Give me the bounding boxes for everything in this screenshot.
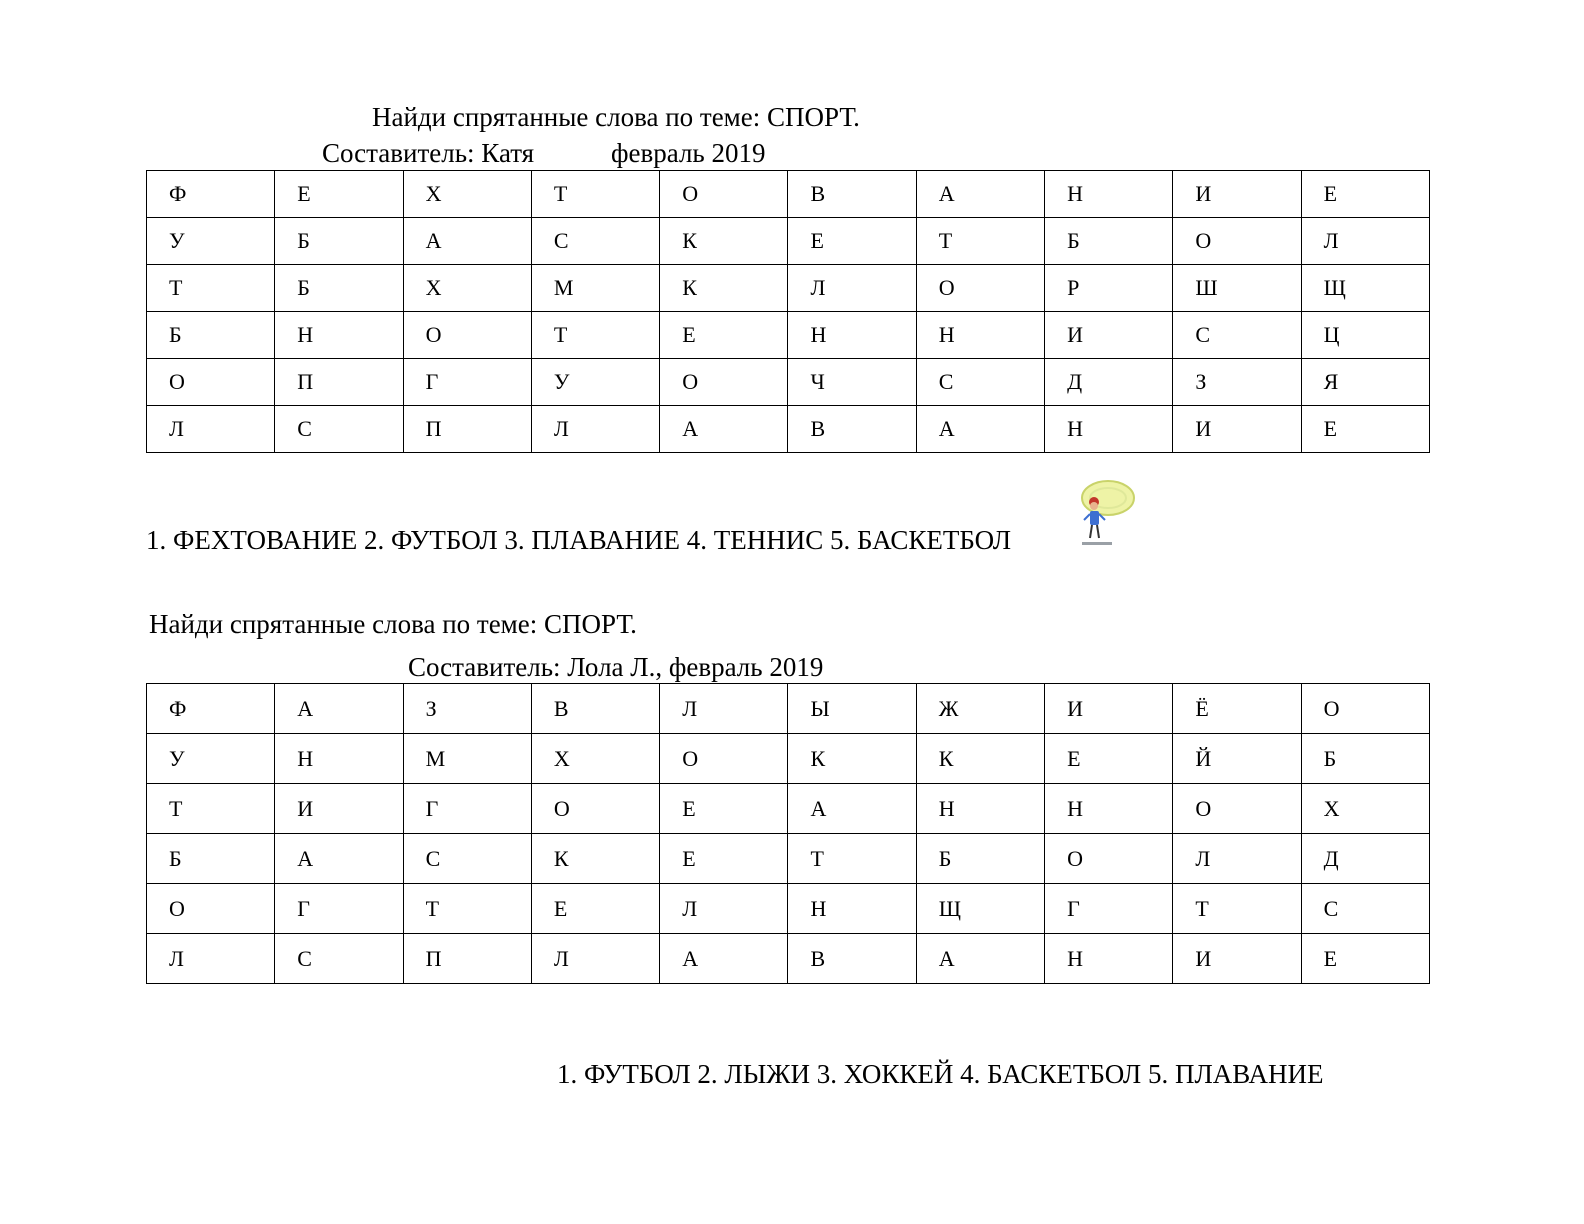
grid-cell: Х: [531, 734, 659, 784]
grid-cell: А: [275, 684, 403, 734]
grid-cell: О: [660, 734, 788, 784]
grid-cell: Д: [1045, 359, 1173, 406]
grid-cell: Я: [1301, 359, 1429, 406]
grid-cell: С: [1301, 884, 1429, 934]
grid-cell: Е: [1301, 934, 1429, 984]
grid-cell: Щ: [916, 884, 1044, 934]
grid-cell: Б: [147, 834, 275, 884]
grid-cell: З: [1173, 359, 1301, 406]
grid-cell: А: [788, 784, 916, 834]
grid-cell: Т: [403, 884, 531, 934]
grid-cell: А: [916, 934, 1044, 984]
grid-cell: Л: [660, 684, 788, 734]
grid-cell: Л: [1301, 218, 1429, 265]
grid-cell: З: [403, 684, 531, 734]
grid-cell: С: [275, 934, 403, 984]
grid-row: [147, 218, 1430, 265]
grid-cell: Б: [1045, 218, 1173, 265]
grid-cell: Х: [1301, 784, 1429, 834]
grid-cell: Г: [403, 359, 531, 406]
grid-cell: О: [147, 359, 275, 406]
grid-cell: Б: [275, 265, 403, 312]
grid-cell: И: [1173, 171, 1301, 218]
grid-cell: П: [403, 934, 531, 984]
grid-row: [147, 734, 1430, 784]
puzzle2-byline: Составитель: Лола Л., февраль 2019: [408, 652, 824, 682]
grid-cell: К: [788, 734, 916, 784]
grid-cell: Е: [1045, 734, 1173, 784]
grid-cell: У: [147, 734, 275, 784]
grid-cell: Е: [660, 834, 788, 884]
grid-row: [147, 684, 1430, 734]
grid-cell: И: [1173, 406, 1301, 453]
grid-cell: Е: [275, 171, 403, 218]
grid-cell: Е: [1301, 171, 1429, 218]
puzzle1-author: Составитель: Катя: [322, 138, 535, 168]
grid-cell: В: [531, 684, 659, 734]
grid-cell: С: [1173, 312, 1301, 359]
grid-cell: Б: [275, 218, 403, 265]
grid-cell: М: [531, 265, 659, 312]
grid-cell: К: [660, 265, 788, 312]
grid-cell: О: [1173, 784, 1301, 834]
grid-cell: Н: [1045, 406, 1173, 453]
grid-cell: Н: [916, 312, 1044, 359]
grid-cell: И: [1045, 684, 1173, 734]
grid-cell: Л: [1173, 834, 1301, 884]
grid-cell: Ч: [788, 359, 916, 406]
grid-cell: Ш: [1173, 265, 1301, 312]
grid-cell: И: [275, 784, 403, 834]
grid-row: [147, 834, 1430, 884]
grid-cell: Б: [1301, 734, 1429, 784]
grid-cell: Р: [1045, 265, 1173, 312]
grid-cell: М: [403, 734, 531, 784]
grid-cell: Б: [916, 834, 1044, 884]
grid-cell: Д: [1301, 834, 1429, 884]
grid-cell: О: [1045, 834, 1173, 884]
grid-cell: Ц: [1301, 312, 1429, 359]
grid-cell: Г: [403, 784, 531, 834]
puzzle1-letter-grid: [146, 170, 1430, 453]
grid-cell: А: [916, 406, 1044, 453]
grid-cell: Г: [275, 884, 403, 934]
grid-cell: И: [1173, 934, 1301, 984]
grid-row: [147, 171, 1430, 218]
grid-cell: О: [916, 265, 1044, 312]
grid-cell: Ф: [147, 171, 275, 218]
puzzle2-title: Найди спрятанные слова по теме: СПОРТ.: [149, 609, 637, 639]
grid-cell: Б: [147, 312, 275, 359]
grid-cell: Т: [916, 218, 1044, 265]
grid-cell: Ы: [788, 684, 916, 734]
grid-cell: Л: [531, 934, 659, 984]
grid-cell: О: [147, 884, 275, 934]
grid-cell: Е: [1301, 406, 1429, 453]
grid-cell: Т: [1173, 884, 1301, 934]
grid-cell: Л: [531, 406, 659, 453]
grid-cell: Л: [147, 934, 275, 984]
grid-row: [147, 406, 1430, 453]
grid-cell: Т: [531, 171, 659, 218]
grid-cell: Г: [1045, 884, 1173, 934]
grid-cell: С: [403, 834, 531, 884]
grid-cell: С: [916, 359, 1044, 406]
grid-cell: К: [660, 218, 788, 265]
grid-cell: Н: [1045, 934, 1173, 984]
grid-cell: А: [916, 171, 1044, 218]
grid-cell: В: [788, 934, 916, 984]
grid-row: [147, 884, 1430, 934]
grid-cell: Х: [403, 171, 531, 218]
jump-rope-child-icon: [1068, 476, 1138, 552]
grid-cell: П: [275, 359, 403, 406]
grid-cell: О: [1301, 684, 1429, 734]
grid-cell: О: [531, 784, 659, 834]
grid-cell: У: [147, 218, 275, 265]
grid-cell: А: [660, 406, 788, 453]
grid-cell: Щ: [1301, 265, 1429, 312]
grid-cell: Н: [788, 312, 916, 359]
grid-cell: С: [531, 218, 659, 265]
grid-cell: О: [660, 171, 788, 218]
grid-cell: С: [275, 406, 403, 453]
grid-cell: В: [788, 406, 916, 453]
grid-cell: В: [788, 171, 916, 218]
puzzle1-date: февраль 2019: [611, 138, 766, 168]
grid-row: [147, 265, 1430, 312]
grid-cell: А: [275, 834, 403, 884]
grid-cell: К: [916, 734, 1044, 784]
grid-cell: Н: [275, 312, 403, 359]
grid-cell: И: [1045, 312, 1173, 359]
grid-cell: А: [403, 218, 531, 265]
grid-cell: Н: [1045, 784, 1173, 834]
grid-row: [147, 784, 1430, 834]
grid-cell: Ё: [1173, 684, 1301, 734]
grid-cell: Т: [531, 312, 659, 359]
grid-cell: Т: [788, 834, 916, 884]
grid-cell: Х: [403, 265, 531, 312]
grid-cell: Ж: [916, 684, 1044, 734]
grid-cell: У: [531, 359, 659, 406]
grid-cell: Л: [147, 406, 275, 453]
grid-cell: Т: [147, 265, 275, 312]
grid-cell: Н: [275, 734, 403, 784]
puzzle1-answers: 1. ФЕХТОВАНИЕ 2. ФУТБОЛ 3. ПЛАВАНИЕ 4. ТЕННИС 5. БАСКЕТБОЛ: [146, 525, 1012, 555]
puzzle1-title: Найди спрятанные слова по теме: СПОРТ.: [372, 102, 860, 132]
grid-cell: Ф: [147, 684, 275, 734]
grid-cell: Й: [1173, 734, 1301, 784]
grid-cell: Т: [147, 784, 275, 834]
puzzle2-answers: 1. ФУТБОЛ 2. ЛЫЖИ 3. ХОККЕЙ 4. БАСКЕТБОЛ 5. ПЛАВАНИЕ: [557, 1059, 1324, 1089]
grid-cell: Н: [788, 884, 916, 934]
puzzle2-letter-grid: [146, 683, 1430, 984]
grid-cell: К: [531, 834, 659, 884]
grid-cell: Е: [660, 312, 788, 359]
grid-cell: Е: [788, 218, 916, 265]
grid-cell: О: [660, 359, 788, 406]
grid-cell: О: [403, 312, 531, 359]
grid-cell: Е: [660, 784, 788, 834]
grid-cell: П: [403, 406, 531, 453]
grid-row: [147, 359, 1430, 406]
grid-cell: О: [1173, 218, 1301, 265]
grid-row: [147, 312, 1430, 359]
grid-row: [147, 934, 1430, 984]
grid-cell: Н: [1045, 171, 1173, 218]
grid-cell: Л: [788, 265, 916, 312]
grid-cell: А: [660, 934, 788, 984]
grid-cell: Н: [916, 784, 1044, 834]
grid-cell: Е: [531, 884, 659, 934]
grid-cell: Л: [660, 884, 788, 934]
